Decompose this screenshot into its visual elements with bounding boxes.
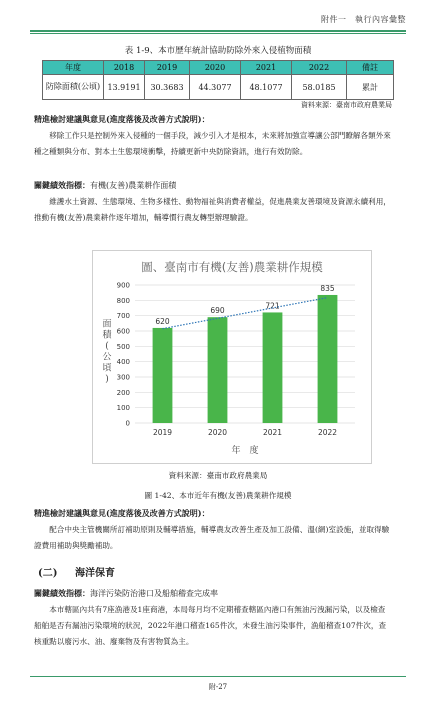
kpi2-label: 關鍵績效指標：: [34, 588, 90, 598]
section1-title: 精進檢討建議與意見(進度落後及改善方式說明)：: [34, 114, 210, 124]
x-tick-label: 2020: [207, 428, 228, 437]
part2-title: 海洋保育: [74, 568, 115, 579]
kpi2-paragraph: 本市轄區內共有7座漁港及1座商港，本局每月均不定期稽查轄區內港口有無油污洩漏污染，以及檢查船舶是否有漏油污染環境的狀況，2022年港口稽查165件次，未發生油污染事件，漁船稽查107件次，查核重點以廢污水、油、廢棄物及有害物質為主。: [34, 605, 387, 646]
chart-frame: [92, 250, 372, 464]
figure-source: 資料來源：臺南市政府農業局: [168, 471, 268, 480]
table-source: 資料來源：臺南市政府農業局: [301, 101, 392, 109]
kpi1-line: [34, 180, 176, 191]
col-year: 2020: [190, 61, 241, 75]
y-axis-label-char: 積: [102, 330, 112, 341]
cell-value: 48.1077: [241, 75, 292, 100]
kpi1-value: 有機(友善)農業耕作面積: [90, 181, 177, 190]
bar-data-label: 835: [320, 283, 335, 293]
section1-paragraph: 移除工作只是控制外來入侵種的一個手段，減少引入才是根本，未來將加強宣導讓公部門瞭解各類外來種之種類與分布、對本土生態環境衝擊，持續更新中央防除資訊，進行有效防除。: [34, 131, 391, 156]
y-tick-label: 200: [116, 388, 130, 397]
y-tick-label: 700: [116, 312, 130, 321]
chart-bar: [318, 295, 338, 423]
y-tick-label: 600: [116, 327, 130, 336]
y-tick-label: 800: [116, 296, 130, 305]
col-year: 2018: [104, 61, 145, 75]
trend-line: [163, 298, 328, 329]
x-tick-label: 2019: [152, 428, 173, 437]
cell-note: 累計: [347, 75, 394, 100]
section2-title: 精進檢討建議與意見(進度落後及改善方式說明)：: [34, 508, 210, 518]
kpi2-line: [34, 588, 218, 599]
chart-bar: [208, 317, 228, 423]
table-caption: 表 1-9、本市歷年統計協助防除外來入侵植物面積: [124, 46, 312, 56]
cell-value: 44.3077: [190, 75, 241, 100]
bar-data-label: 690: [210, 306, 225, 316]
bar-data-label: 620: [155, 316, 170, 326]
y-tick-label: 0: [125, 419, 130, 428]
organic-farming-chart: [93, 251, 371, 463]
table-row: [43, 75, 394, 100]
y-axis-label-char: 公: [102, 352, 112, 363]
y-axis-label-char: 面: [102, 319, 112, 330]
footer-rule: [30, 676, 406, 677]
figure-caption: 圖 1-42、本市近年有機(友善)農業耕作規模: [144, 491, 292, 500]
y-axis-label-char: (: [105, 341, 109, 352]
chart-title: 圖、臺南市有機(友善)農業耕作規模: [141, 260, 323, 274]
y-tick-label: 300: [116, 373, 130, 382]
header-rule: [30, 30, 406, 32]
part2-heading: [38, 564, 115, 579]
y-tick-label: 900: [116, 281, 130, 290]
removal-area-table: [42, 60, 394, 100]
section2-paragraph: 配合中央主管機關所訂補助原則及輔導措施，輔導農友改善生產及加工設備、溫(網)室設施，並取得驗證費用補助與獎勵補助。: [34, 525, 390, 550]
col-head-year: 年度: [43, 61, 104, 75]
bar-data-label: 721: [265, 301, 280, 311]
y-axis-label-char: ): [105, 374, 109, 385]
y-tick-label: 100: [116, 404, 130, 413]
row-label: 防除面積(公頃): [43, 75, 104, 100]
col-year: 2022: [292, 61, 347, 75]
x-axis-label: 年 度: [231, 446, 259, 456]
chart-bar: [153, 328, 173, 423]
kpi2-value: 海洋污染防治港口及船舶稽查完成率: [90, 589, 218, 598]
col-year: 2019: [145, 61, 190, 75]
kpi1-paragraph: 維護水土資源、生態環境、生物多樣性、動物福祉與消費者權益，促進農業友善環境及資源永續利用，推動有機(友善)農業耕作逐年增加，輔導慣行農友轉型辦理驗證。: [34, 197, 391, 222]
col-year: 2021: [241, 61, 292, 75]
x-tick-label: 2021: [262, 428, 283, 437]
col-head-note: 備註: [347, 61, 394, 75]
page-header: 附件一 執行內容彙整: [321, 15, 406, 24]
part2-number: (二): [38, 568, 58, 579]
y-tick-label: 500: [116, 342, 130, 351]
table-header-row: [43, 61, 394, 75]
chart-bar: [263, 312, 283, 423]
header-rule-thin: [30, 33, 406, 34]
x-tick-label: 2022: [317, 428, 338, 437]
y-tick-label: 400: [116, 358, 130, 367]
cell-value: 13.9191: [104, 75, 145, 100]
cell-value: 30.3683: [145, 75, 190, 100]
page-number: 附-27: [208, 683, 228, 691]
cell-value: 58.0185: [292, 75, 347, 100]
kpi1-label: 關鍵績效指標：: [34, 180, 90, 190]
y-axis-label-char: 頃: [102, 363, 112, 374]
